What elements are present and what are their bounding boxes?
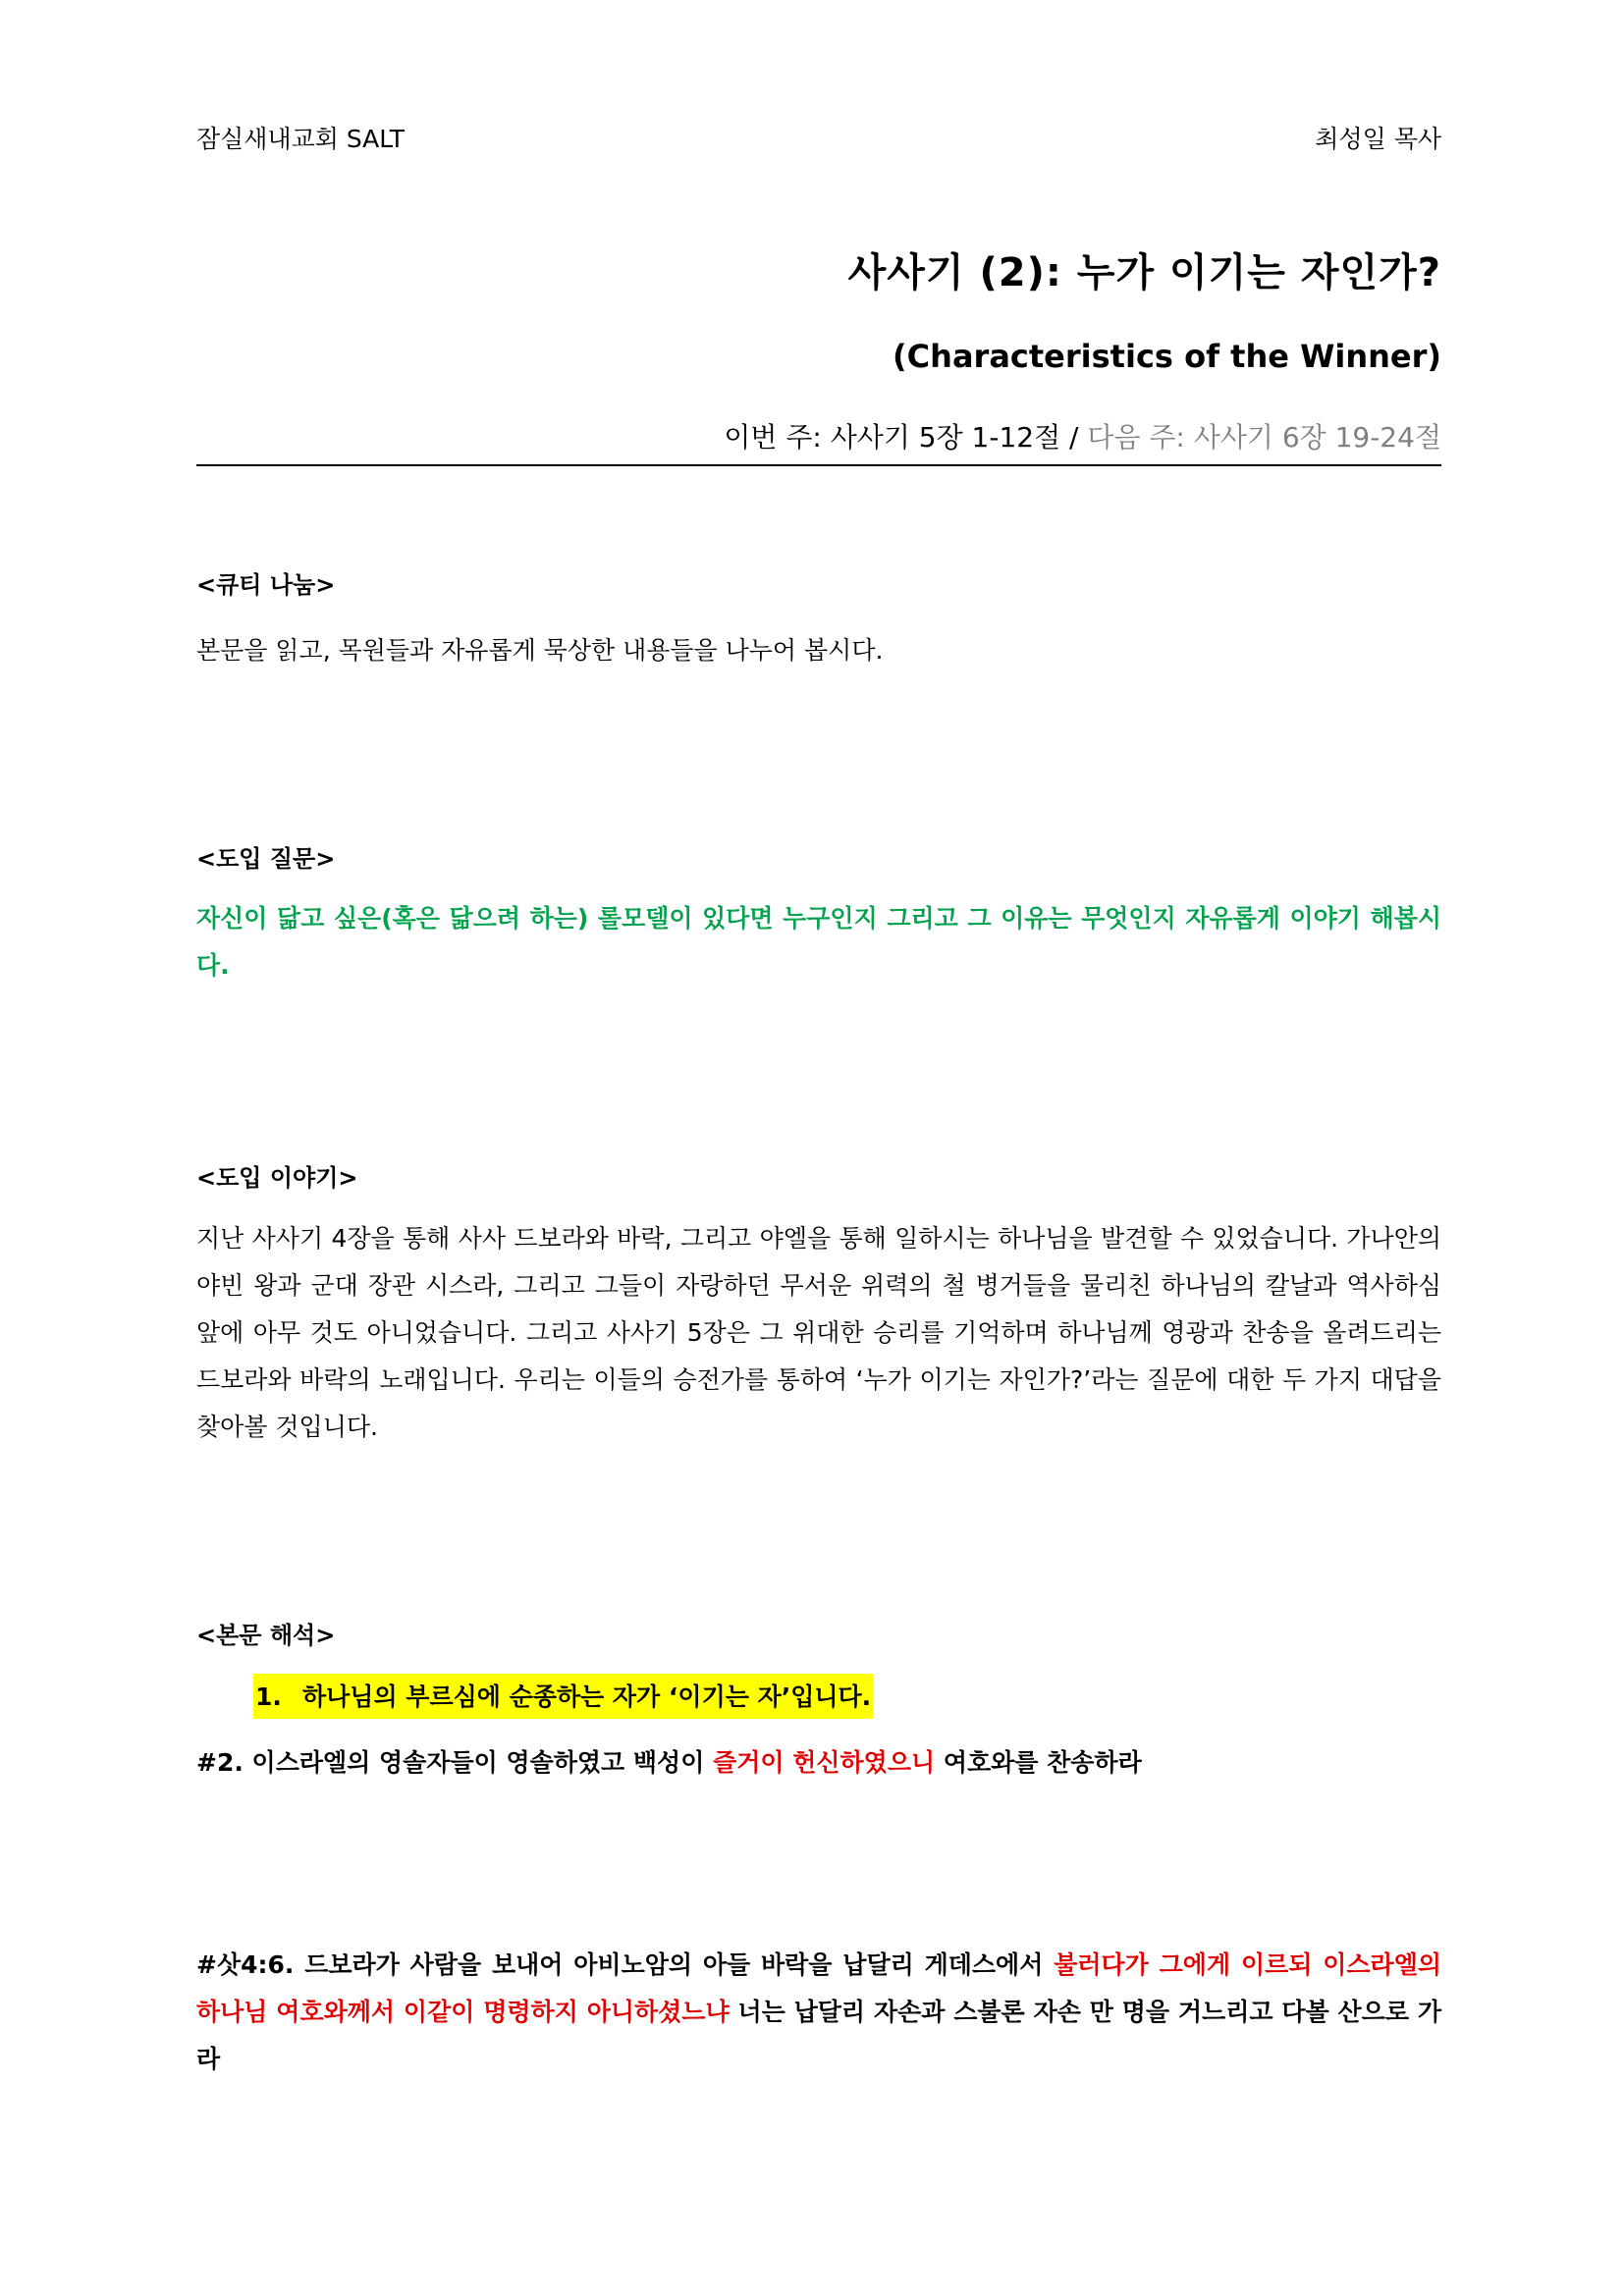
title-divider [196,464,1441,466]
verse-1-post: 여호와를 찬송하라 [935,1748,1142,1777]
next-week-reading: 다음 주: 사사기 6장 19-24절 [1087,421,1441,454]
point-1 [253,1674,873,1719]
exegesis-heading: <본문 해석> [196,1622,336,1649]
verse-2-emphasis: 불러다가 그에게 이르되 이스라엘의 하나님 여호와께서 이같이 명령하지 아니하셨느냐 [196,1950,1441,2026]
intro-story-text: 지난 사사기 4장을 통해 사사 드보라와 바락, 그리고 야엘을 통해 일하시는 하나님을 발견할 수 있었습니다. 가나안의 야빈 왕과 군대 장관 시스라, 그리고 그들이 자랑하던 무서운 위력의 철 병거들을 물리친 하나님의 칼날과 역사하심 앞에 아무 것도 아니었습니다. 그리고 사사기 5장은 그 위대한 승리를 기억하며 하나님께 영광과 찬송을 올려드리는 드보라와 바락의 노래입니다. 우리는 이들의 승전가를 통하여 ‘누가 이기는 자인가?’라는 질문에 대한 두 가지 대답을 찾아볼 것입니다. [196,1224,1441,1441]
header-church-name: 잠실새내교회 SALT [196,125,406,153]
this-week-reading: 이번 주: 사사기 5장 1-12절 [724,421,1061,454]
verse-2-post: 너는 납달리 자손과 스불론 자손 만 명을 거느리고 다볼 산으로 가라 [196,1998,1441,2073]
page-title: 사사기 (2): 누가 이기는 자인가? [847,250,1441,295]
schedule-separator: / [1060,421,1088,454]
point-1-highlight [253,1674,873,1719]
verse-2-pre: #삿4:6. 드보라가 사람을 보내어 아비노암의 아들 바락을 납달리 게데스에서 [196,1950,1055,1979]
intro-question-heading: <도입 질문> [196,845,336,873]
verse-quote-2 [196,1942,1441,2083]
intro-story-heading: <도입 이야기> [196,1164,358,1192]
header-pastor-name: 최성일 목사 [1315,125,1441,153]
intro-question-text: 자신이 닮고 싶은(혹은 닮으려 하는) 롤모델이 있다면 누구인지 그리고 그 이유는 무엇인지 자유롭게 이야기 해봅시다. [196,904,1441,980]
verse-quote-1 [196,1739,1441,1787]
verse-1-emphasis: 즐거이 헌신하였으니 [713,1748,936,1777]
document-page [196,0,1441,2296]
point-1-number: 1. [255,1682,282,1711]
qt-text: 본문을 읽고, 목원들과 자유롭게 묵상한 내용들을 나누어 봅시다. [196,636,884,665]
qt-heading: <큐티 나눔> [196,571,336,599]
reading-schedule [724,416,1441,455]
page-subtitle: (Characteristics of the Winner) [893,338,1441,375]
point-1-text: 하나님의 부르심에 순종하는 자가 ‘이기는 자’입니다. [302,1682,872,1711]
verse-1-pre: #2. 이스라엘의 영솔자들이 영솔하였고 백성이 [196,1748,714,1777]
